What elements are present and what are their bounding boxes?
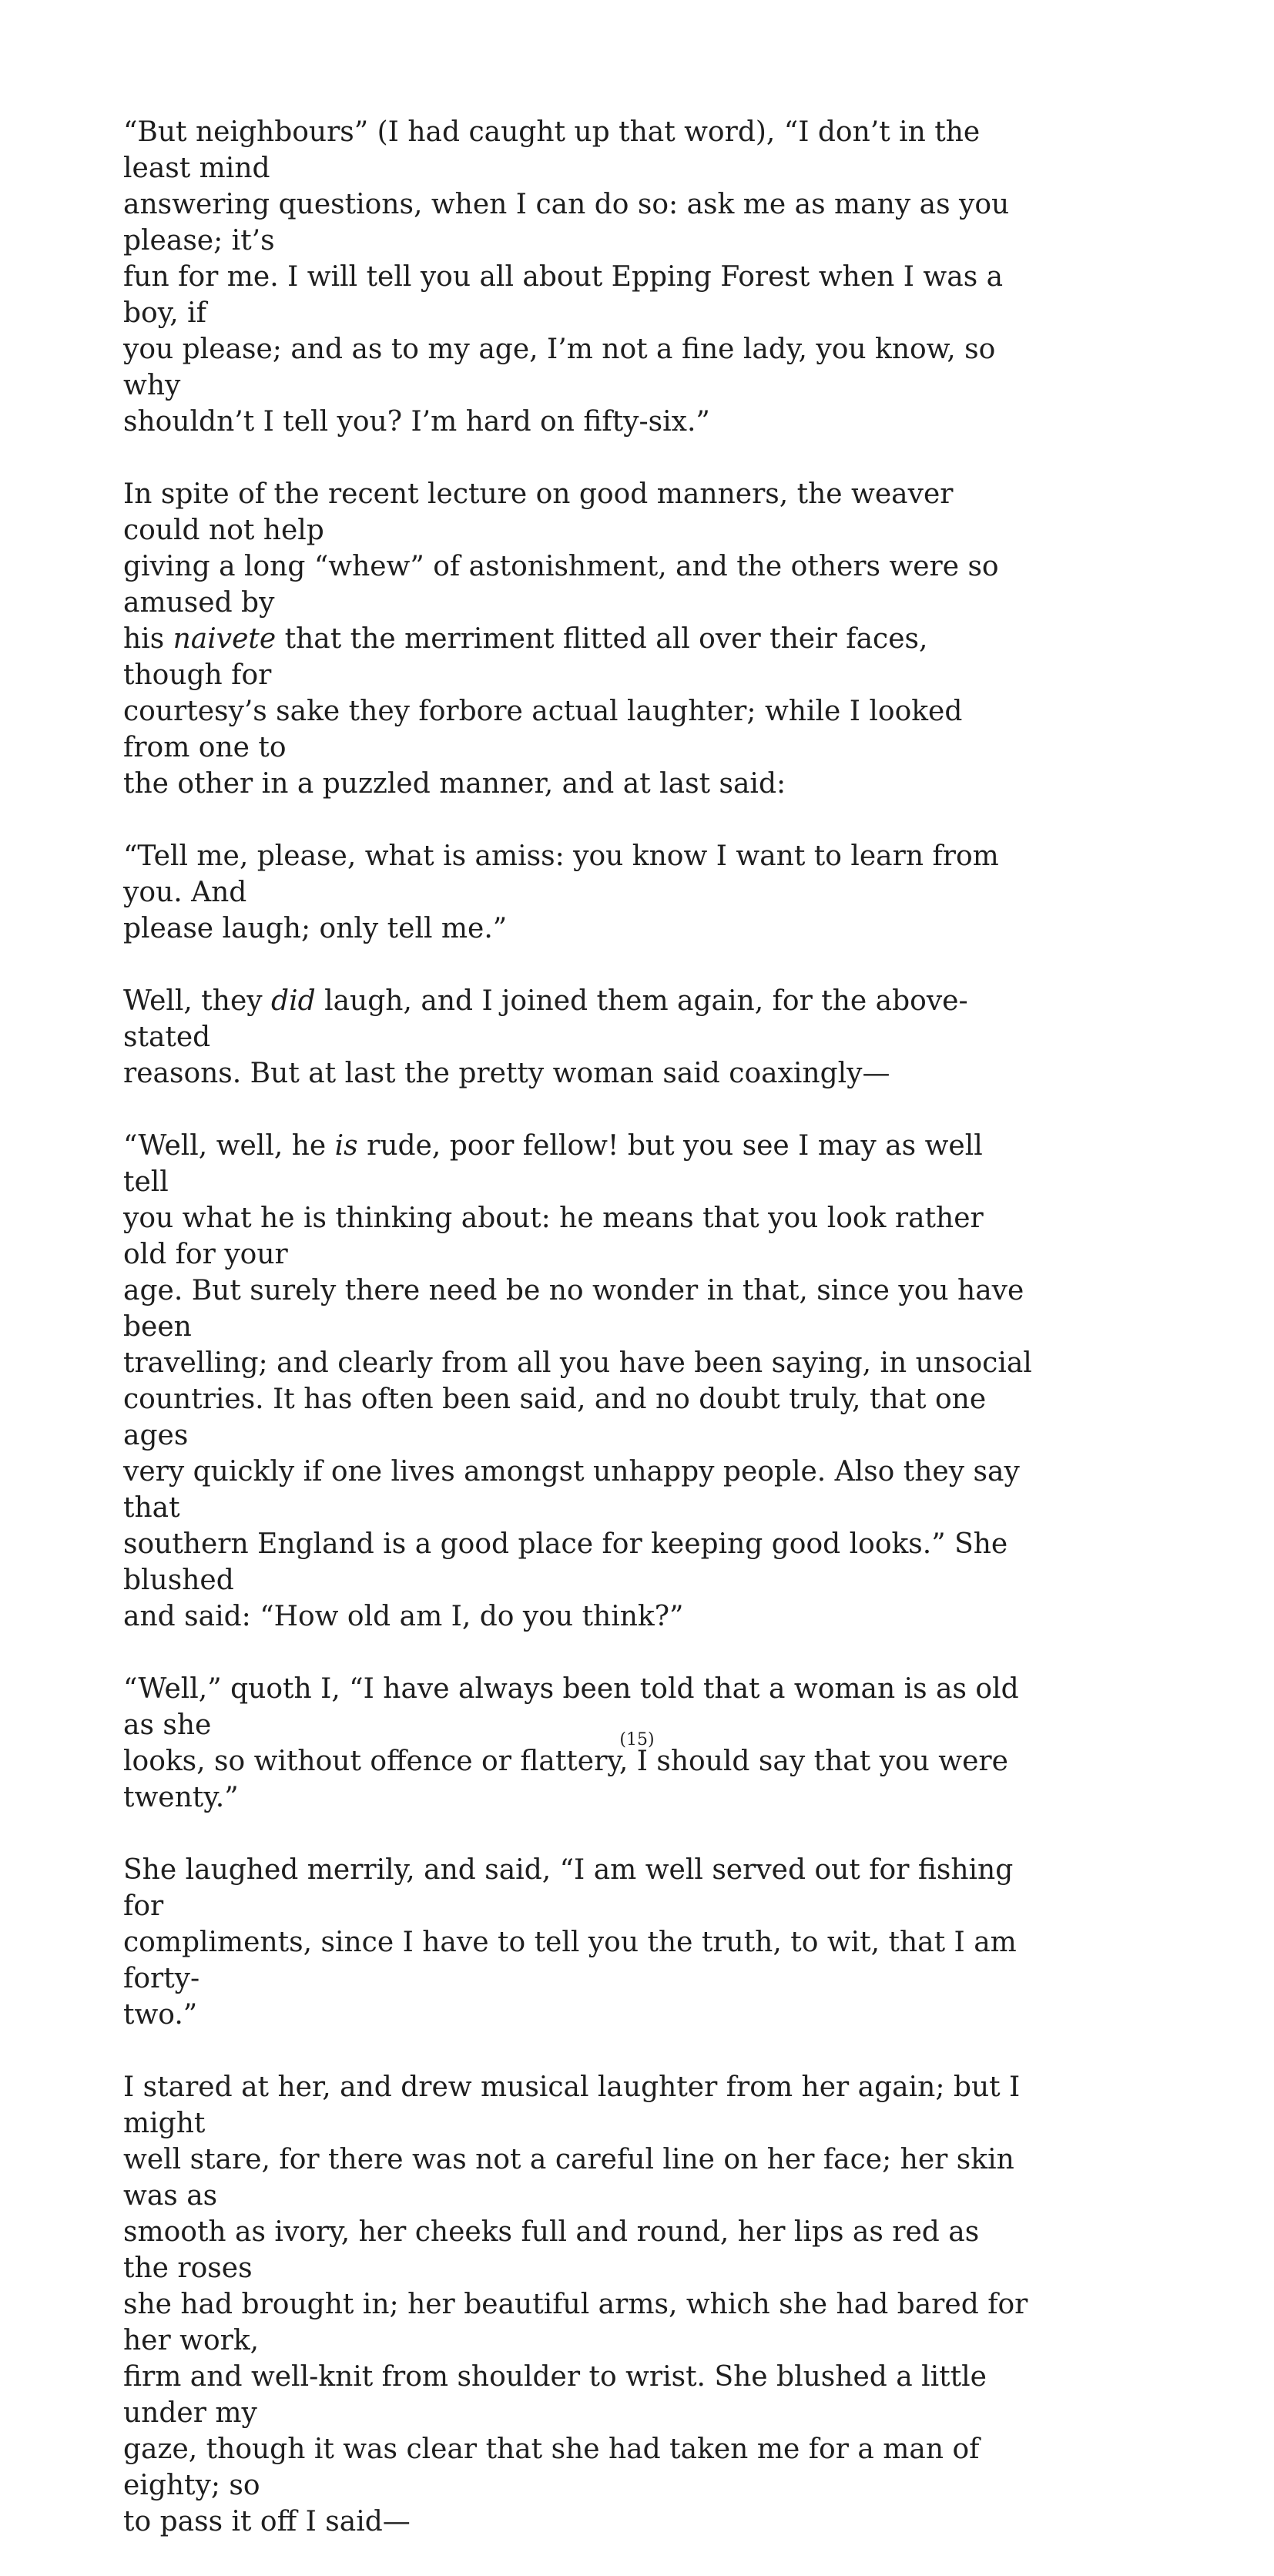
text-run: shouldn’t I tell you? I’m hard on fifty-six.” (123, 406, 710, 438)
text-run: compliments, since I have to tell you the truth, to wit, that I am forty- (123, 1927, 1017, 1994)
text-run: well stare, for there was not a careful line on her face; her skin was as (123, 2144, 1014, 2212)
text-line (123, 551, 999, 619)
text-line (123, 334, 995, 401)
text-run: In spite of the recent lecture on good manners, the weaver could not help (123, 478, 954, 546)
text-line (123, 1927, 1017, 1994)
text-run: travelling; and clearly from all you have been saying, in unsocial (123, 1347, 1032, 1379)
text-run: very quickly if one lives amongst unhappy people. Also they say that (123, 1456, 1020, 1524)
text-run: southern England is a good place for keeping good looks.” She blushed (123, 1528, 1008, 1596)
paragraph (123, 1852, 1032, 2033)
text-run: twenty.” (123, 1782, 239, 1813)
text-run: countries. It has often been said, and no doubt truly, that one ages (123, 1384, 987, 1451)
text-run: the other in a puzzled manner, and at last said: (123, 768, 786, 800)
italic-text: is (334, 1130, 358, 1162)
text-run: She laughed merrily, and said, “I am well served out for fishing for (123, 1854, 1014, 1922)
text-run: firm and well-knit from shoulder to wrist. She blushed a little under my (123, 2361, 987, 2429)
text-run: please laugh; only tell me.” (123, 913, 508, 944)
text-line (123, 1854, 1013, 1922)
paragraph (123, 1128, 1032, 1635)
paragraph (123, 838, 1032, 947)
text-line (123, 2216, 979, 2284)
text-run: looks, so without offence or flattery, I should say that you were (123, 1746, 1008, 1777)
text-line (123, 1347, 1032, 1379)
text-line (123, 2071, 1020, 2139)
text-run: his (123, 623, 173, 655)
text-line (123, 1601, 683, 1632)
text-run: courtesy’s sake they forbore actual laughter; while I looked from one to (123, 696, 963, 763)
text-run: smooth as ivory, her cheeks full and round, her lips as red as the roses (123, 2216, 980, 2284)
paragraph (123, 983, 1032, 1092)
text-line (123, 768, 786, 800)
text-line (123, 1528, 1007, 1596)
text-line (123, 1058, 890, 1089)
text-run: age. But surely there need be no wonder in that, since you have been (123, 1275, 1024, 1343)
text-line (123, 2433, 979, 2501)
text-run: “Well, well, he (123, 1130, 335, 1162)
text-run: giving a long “whew” of astonishment, and the others were so amused by (123, 551, 999, 619)
text-run: you what he is thinking about: he means that you look rather old for your (123, 1202, 984, 1270)
paragraph (123, 476, 1032, 802)
text-run: that the merriment flitted all over their faces, though for (123, 623, 928, 691)
text-run: to pass it off I said— (123, 2506, 411, 2537)
text-line (123, 696, 962, 763)
paragraph (123, 2069, 1032, 2540)
text-line (123, 1384, 986, 1451)
text-run: rude, poor fellow! but you see I may as well tell (123, 1130, 983, 1198)
text-run: fun for me. I will tell you all about Epping Forest when I was a boy, if (123, 261, 1004, 329)
text-run: and said: “How old am I, do you think?” (123, 1601, 684, 1632)
text-run: “Well,” quoth I, “I have always been told that a woman is as old as she (123, 1673, 1019, 1741)
text-line (123, 913, 507, 944)
body-text (123, 114, 1032, 2576)
text-run: two.” (123, 1999, 198, 2031)
text-line (123, 1275, 1024, 1343)
text-run: I stared at her, and drew musical laughter from her again; but I might (123, 2071, 1021, 2139)
text-line (123, 1456, 1020, 1524)
text-line (123, 1999, 197, 2031)
text-line (123, 2289, 1028, 2356)
text-run: “But neighbours” (I had caught up that word), “I don’t in the least mind (123, 116, 981, 184)
text-line (123, 2361, 987, 2429)
text-line (123, 2144, 1014, 2212)
text-line (123, 406, 710, 438)
text-line (123, 2506, 411, 2537)
text-line (123, 1746, 1008, 1777)
text-run: answering questions, when I can do so: ask me as many as you please; it’s (123, 189, 1010, 257)
text-line (123, 116, 980, 184)
text-run: reasons. But at last the pretty woman said coaxingly— (123, 1058, 890, 1089)
text-line (123, 189, 1009, 257)
page-number: (15) (619, 1730, 655, 1749)
text-line (123, 1202, 984, 1270)
text-run: she had brought in; her beautiful arms, which she had bared for her work, (123, 2289, 1028, 2356)
text-line (123, 623, 927, 691)
text-run: laugh, and I joined them again, for the above-stated (123, 985, 968, 1053)
text-line (123, 261, 1003, 329)
text-line (123, 1130, 983, 1198)
text-run: Well, they (123, 985, 272, 1017)
text-run: gaze, though it was clear that she had taken me for a man of eighty; so (123, 2433, 980, 2501)
text-run: you please; and as to my age, I’m not a fine lady, you know, so why (123, 334, 996, 401)
paragraph (123, 114, 1032, 440)
text-run: “Tell me, please, what is amiss: you know I want to learn from you. And (123, 840, 999, 908)
italic-text: did (271, 985, 316, 1017)
text-line (123, 840, 999, 908)
text-line (123, 478, 953, 546)
italic-text: naivete (173, 623, 277, 655)
text-line (123, 1782, 239, 1813)
text-line (123, 985, 968, 1053)
